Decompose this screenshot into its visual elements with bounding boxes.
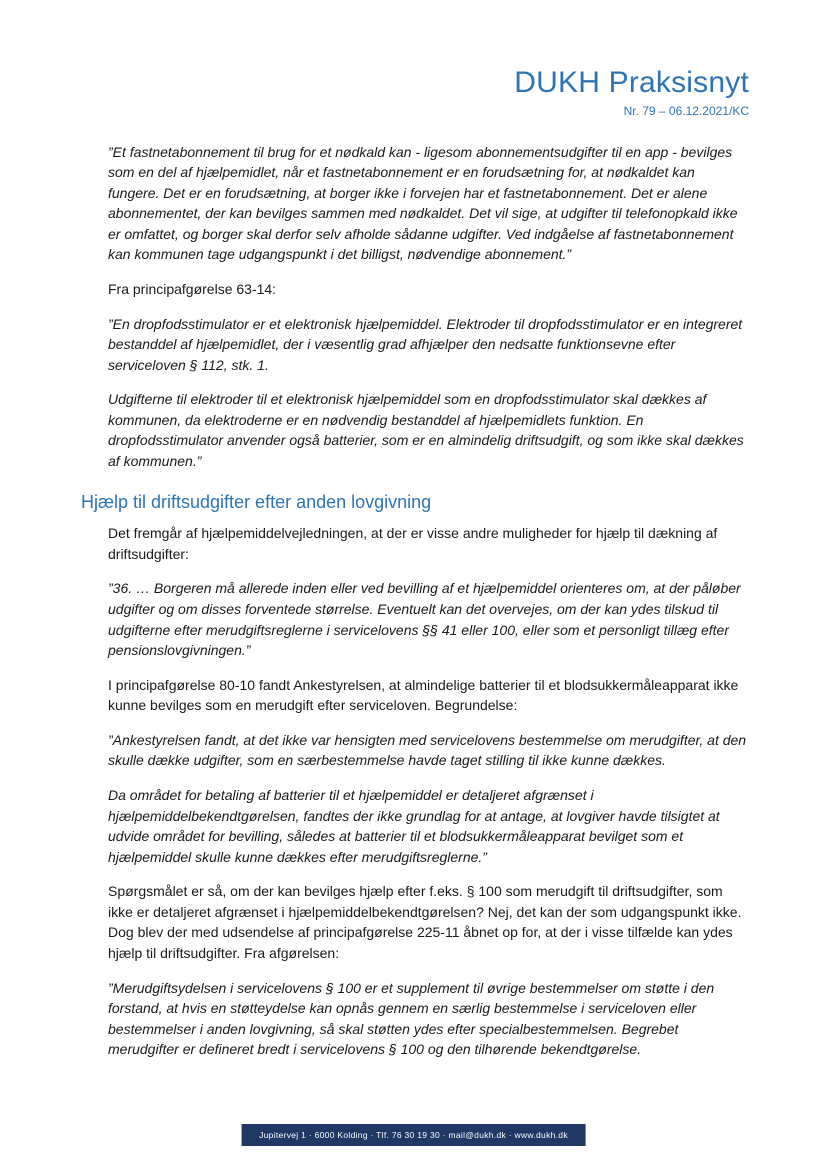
quote-paragraph-dropfods-2: Udgifterne til elektroder til et elektronisk hjælpemiddel som en dropfodsstimulator skal dækkes af kommunen, da elektroderne er en nødvendig bestanddel af hjælpemidlets funktion. En dropfodsstimulator anvender også batterier, som er en almindelig driftsudgift, og som ikke skal dækkes af kommunen.” — [108, 391, 744, 470]
section-heading-hjaelp-til-driftsudgifter: Hjælp til driftsudgifter efter anden lovgivning — [81, 491, 432, 512]
footer-bar — [241, 1124, 586, 1146]
quote-paragraph-36: ”36. … Borgeren må allerede inden eller ved bevilling af et hjælpemiddel orienteres om, at der påløber udgifter og om disses forventede størrelse. Eventuelt kan det overvejes, om der kan ydes tilskud til udgifterne efter merudgiftsreglerne i servicelovens §§ 41 eller 100, eller som et personligt tillæg efter pensionslovgivningen.” — [108, 580, 741, 659]
footer-text: Jupitervej 1 · 6000 Kolding · Tlf. 76 30 19 30 · mail@dukh.dk · www.dukh.dk — [259, 1130, 568, 1140]
page-title: DUKH Praksisnyt — [514, 66, 749, 99]
document-body — [81, 142, 749, 1060]
quote-paragraph-ankestyrelsen-1: ”Ankestyrelsen fandt, at det ikke var hensigten med servicelovens bestemmelse om merudgifter, at den skulle dække udgifter, som en særbestemmelse havde taget stilling til ikke kunne dækkes. — [108, 731, 747, 769]
quote-paragraph-merudgiftsydelsen: ”Merudgiftsydelsen i servicelovens § 100 er et supplement til øvrige bestemmelser om støtte i den forstand, at hvis en støtteydelse kan opnås gennem en særlig bestemmelse i serviceloven eller bestemmelser i anden lovgivning, så skal støtten ydes efter specialbestemmelsen. Begrebet merudgifter er defineret bredt i servicelovens § 100 og den tilhørende bekendtgørelse. — [108, 979, 715, 1058]
body-paragraph-spoergsmaal: Spørgsmålet er så, om der kan bevilges hjælp efter f.eks. § 100 som merudgift til driftsudgifter, som ikke er detaljeret afgrænset i hjælpemiddelbekendtgørelsen? Nej, det kan der som udgangspunkt ikke. Dog blev der med udsendelse af principafgørelse 225-11 åbnet op for, at der i visse tilfælde kan ydes hjælp til driftsudgifter. Fra afgørelsen: — [108, 883, 742, 962]
body-paragraph-vejledning: Det fremgår af hjælpemiddelvejledningen, at der er visse andre muligheder for hjælp til dækning af driftsudgifter: — [108, 525, 718, 562]
document-header — [81, 66, 749, 118]
quote-paragraph-dropfods-1: ”En dropfodsstimulator er et elektronisk hjælpemiddel. Elektroder til dropfodsstimulator er en integreret bestanddel af hjælpemidlet, der i væsentlig grad afhjælper den nedsatte funktionsevne efter serviceloven § 112, stk. 1. — [108, 315, 743, 373]
quote-paragraph-ankestyrelsen-2: Da området for betaling af batterier til et hjælpemiddel er detaljeret afgrænset i hjælpemiddelbekendtgørelsen, fandtes der ikke grundlag for at antage, at lovgiver havde tilsigtet at udvide området for bevilling, således at batterier til et blodsukkermåleapparat bevilget som et hjælpemiddel skulle kunne dækkes efter merudgiftsreglerne.” — [108, 786, 720, 865]
body-paragraph-fra-principafgoerelse-63-14: Fra principafgørelse 63-14: — [108, 280, 277, 297]
quote-paragraph-fastnet: ”Et fastnetabonnement til brug for et nødkald kan - ligesom abonnementsudgifter til en app - bevilges som en del af hjælpemidlet, når et fastnetabonnement er en forudsætning for, at nødkaldet kan fungere. Det er en forudsætning, at borger ikke i forvejen har et fastnetabonnement. Det er alene abonnementet, der kan bevilges sammen med nødkaldet. Det vil sige, at udgifter til telefonopkald ikke er omfattet, og borger skal derfor selv afholde sådanne udgifter. Ved indgåelse af fastnetabonnement kan kommunen tage udgangspunkt i det billigst, nødvendige abonnement.” — [108, 143, 738, 263]
body-paragraph-80-10: I principafgørelse 80-10 fandt Ankestyrelsen, at almindelige batterier til et blodsukkermåleapparat ikke kunne bevilges som en merudgift efter serviceloven. Begrundelse: — [108, 676, 739, 714]
page-subtitle: Nr. 79 – 06.12.2021/KC — [623, 103, 749, 118]
